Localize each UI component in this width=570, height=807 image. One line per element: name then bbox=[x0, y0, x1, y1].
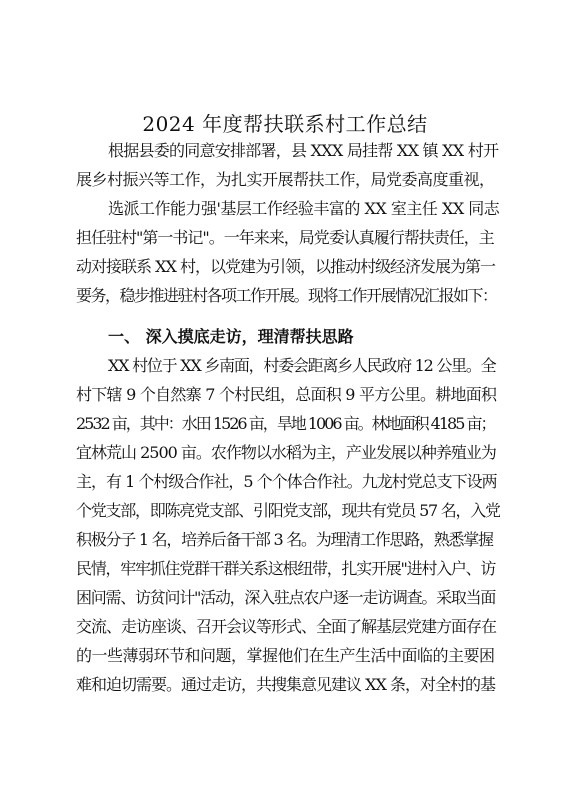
section-line: 宜林荒山 2500 亩。农作物以水稻为主，产业发展以种养殖业为 bbox=[76, 443, 496, 462]
section-line: XX 村位于 XX 乡南面，村委会距离乡人民政府 12 公里。全 bbox=[108, 356, 496, 375]
section-line: 个党支部，即陈亮党支部、引阳党支部，现共有党员 57 名，入党 bbox=[76, 501, 500, 520]
section-line: 主，有 1 个村级合作社，5 个个体合作社。九龙村党总支下设两 bbox=[76, 472, 497, 491]
intro-line: 动对接联系 XX 村，以党建为引领，以推动村级经济发展为第一 bbox=[76, 257, 495, 276]
section-line: 民情，牢牢抓住党群干群关系这根纽带，扎实开展"进村入户、访 bbox=[76, 559, 496, 578]
section-line: 村下辖 9 个自然寨 7 个村民组，总面积 9 平方公里。耕地面积 bbox=[76, 385, 497, 404]
intro-line: 展乡村振兴等工作，为扎实开展帮扶工作，局党委高度重视， bbox=[76, 170, 495, 189]
section-line: 困问需、访贫问计"活动，深入驻点农户逐一走访调查。采取当面 bbox=[76, 588, 496, 607]
intro-line: 担任驻村"第一书记"。一年来来，局党委认真履行帮扶责任，主 bbox=[76, 228, 494, 247]
section-line: 积极分子 1 名，培养后备干部 3 名。为理清工作思路，熟悉掌握 bbox=[76, 530, 493, 549]
intro-line: 选派工作能力强'基层工作经验丰富的 XX 室主任 XX 同志 bbox=[108, 199, 500, 218]
section-heading: 一、 深入摸底走访，理清帮扶思路 bbox=[108, 327, 354, 346]
section-line: 的一些薄弱环节和问题，掌握他们在生产生活中面临的主要困 bbox=[76, 646, 495, 665]
document-title: 2024 年度帮扶联系村工作总结 bbox=[142, 112, 428, 136]
intro-line: 根据县委的同意安排部署，县 XXX 局挂帮 XX 镇 XX 村开 bbox=[108, 141, 499, 160]
section-line: 2532 亩，其中：水田 1526 亩，旱地 1006 亩。林地面积 4185 亩； bbox=[76, 414, 495, 433]
intro-line: 要务，稳步推进驻村各项工作开展。现将工作开展情况汇报如下： bbox=[76, 286, 497, 305]
section-line: 交流、走访座谈、召开会议等形式、全面了解基层党建方面存在 bbox=[76, 617, 497, 636]
section-line: 难和迫切需要。通过走访，共搜集意见建议 XX 条，对全村的基 bbox=[76, 675, 495, 694]
